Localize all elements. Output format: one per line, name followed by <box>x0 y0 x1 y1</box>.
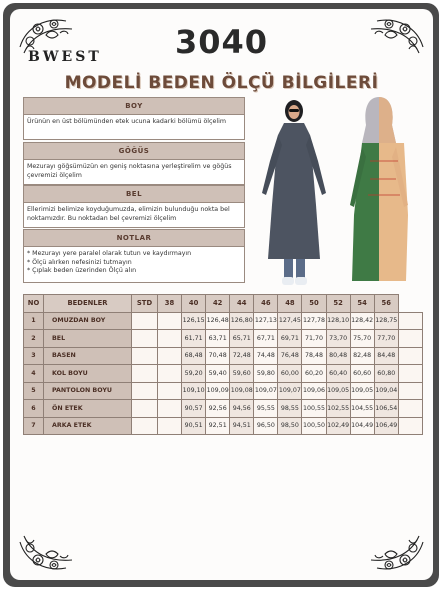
size-value-cell: 70,48 <box>206 347 230 365</box>
std-cell <box>132 382 158 400</box>
size-value-cell: 78,48 <box>302 347 326 365</box>
size-value-cell <box>158 347 182 365</box>
row-number: 2 <box>24 330 44 348</box>
measurement-label: BEL <box>44 330 132 348</box>
size-value-cell: 126,80 <box>230 312 254 330</box>
size-value-cell: 128,42 <box>350 312 374 330</box>
table-row <box>24 330 423 348</box>
size-value-cell: 109,07 <box>254 382 278 400</box>
section-notes <box>23 246 245 283</box>
size-value-cell: 127,45 <box>278 312 302 330</box>
size-value-cell <box>158 382 182 400</box>
measurement-label: BASEN <box>44 347 132 365</box>
size-value-cell <box>398 382 422 400</box>
row-number: 5 <box>24 382 44 400</box>
column-header: 54 <box>350 295 374 313</box>
floral-ornament-icon <box>16 512 80 576</box>
measurement-label: ARKA ETEK <box>44 417 132 435</box>
size-value-cell: 65,71 <box>230 330 254 348</box>
size-value-cell: 104,55 <box>350 400 374 418</box>
page-title: MODELİ BEDEN ÖLÇÜ BİLGİLERİ <box>64 73 379 93</box>
table-row <box>24 400 423 418</box>
size-value-cell: 92,56 <box>206 400 230 418</box>
section-text-boy: Ürünün en üst bölümünden etek ucuna kadarki bölümü ölçelim <box>23 114 245 140</box>
size-value-cell <box>158 365 182 383</box>
size-value-cell: 109,06 <box>302 382 326 400</box>
size-value-cell: 71,70 <box>302 330 326 348</box>
size-value-cell <box>398 417 422 435</box>
column-header: STD <box>132 295 158 313</box>
size-value-cell: 106,54 <box>374 400 398 418</box>
column-header: 42 <box>206 295 230 313</box>
brand-logo: BWEST <box>28 49 102 65</box>
size-value-cell: 128,75 <box>374 312 398 330</box>
size-value-cell: 127,78 <box>302 312 326 330</box>
section-header-bel: BEL <box>23 185 245 203</box>
size-value-cell: 59,40 <box>206 365 230 383</box>
size-value-cell: 76,48 <box>278 347 302 365</box>
size-value-cell: 90,51 <box>182 417 206 435</box>
size-value-cell: 127,13 <box>254 312 278 330</box>
size-value-cell <box>158 312 182 330</box>
measurement-label: OMUZDAN BOY <box>44 312 132 330</box>
section-text-bel: Ellerimizi belimize koyduğumuzda, elimizin bulunduğu nokta bel noktamızdır. Bu noktadan bel çevremizi ölçelim <box>23 202 245 228</box>
column-header: 50 <box>302 295 326 313</box>
size-value-cell: 82,48 <box>350 347 374 365</box>
size-value-cell: 59,60 <box>230 365 254 383</box>
row-number: 7 <box>24 417 44 435</box>
table-row <box>24 417 423 435</box>
note-line: * Ölçü alırken nefesinizi tutmayın <box>27 258 132 266</box>
size-value-cell: 80,48 <box>326 347 350 365</box>
size-value-cell: 68,48 <box>182 347 206 365</box>
size-chart-panel <box>10 9 433 580</box>
row-number: 4 <box>24 365 44 383</box>
size-value-cell: 69,71 <box>278 330 302 348</box>
size-value-cell: 98,55 <box>278 400 302 418</box>
size-value-cell: 90,57 <box>182 400 206 418</box>
table-row <box>24 382 423 400</box>
size-value-cell: 128,10 <box>326 312 350 330</box>
size-value-cell: 109,07 <box>278 382 302 400</box>
measurement-label: PANTOLON BOYU <box>44 382 132 400</box>
row-number: 6 <box>24 400 44 418</box>
size-value-cell: 109,10 <box>182 382 206 400</box>
row-number: 3 <box>24 347 44 365</box>
column-header: 46 <box>254 295 278 313</box>
size-value-cell: 59,20 <box>182 365 206 383</box>
table-row <box>24 347 423 365</box>
column-header: 48 <box>278 295 302 313</box>
note-line: * Çıplak beden üzerinden Ölçü alın <box>27 267 137 274</box>
size-value-cell: 67,71 <box>254 330 278 348</box>
size-value-cell: 96,50 <box>254 417 278 435</box>
std-cell <box>132 330 158 348</box>
size-value-cell <box>398 365 422 383</box>
note-line: * Mezurayı yere paralel olarak tutun ve kaydırmayın <box>27 250 192 257</box>
size-value-cell: 84,48 <box>374 347 398 365</box>
size-value-cell: 126,48 <box>206 312 230 330</box>
size-value-cell <box>158 330 182 348</box>
size-value-cell: 60,00 <box>278 365 302 383</box>
size-value-cell: 59,80 <box>254 365 278 383</box>
column-header: 38 <box>158 295 182 313</box>
size-value-cell: 109,05 <box>350 382 374 400</box>
std-cell <box>132 312 158 330</box>
size-value-cell: 73,70 <box>326 330 350 348</box>
size-value-cell: 63,71 <box>206 330 230 348</box>
std-cell <box>132 400 158 418</box>
column-header: 56 <box>374 295 398 313</box>
size-value-cell: 100,55 <box>302 400 326 418</box>
std-cell <box>132 365 158 383</box>
column-header: NO <box>24 295 44 313</box>
size-value-cell <box>398 347 422 365</box>
section-header-boy: BOY <box>23 97 245 115</box>
model-photo <box>254 95 334 291</box>
column-header: 44 <box>230 295 254 313</box>
size-value-cell: 95,55 <box>254 400 278 418</box>
size-value-cell: 60,80 <box>374 365 398 383</box>
size-value-cell: 61,71 <box>182 330 206 348</box>
table-row <box>24 312 423 330</box>
size-value-cell: 109,09 <box>206 382 230 400</box>
size-value-cell: 104,49 <box>350 417 374 435</box>
size-value-cell: 60,60 <box>350 365 374 383</box>
column-header: 40 <box>182 295 206 313</box>
table-row <box>24 365 423 383</box>
size-value-cell: 92,51 <box>206 417 230 435</box>
table-header-row <box>24 295 423 313</box>
section-header-gogus: GÖĞÜS <box>23 142 245 160</box>
std-cell <box>132 417 158 435</box>
size-value-cell <box>158 400 182 418</box>
section-header-notlar: NOTLAR <box>23 229 245 247</box>
row-number: 1 <box>24 312 44 330</box>
size-value-cell: 102,55 <box>326 400 350 418</box>
section-text-gogus: Mezurayı göğsümüzün en geniş noktasına yerleştirelim ve göğüs çevremizi ölçelim <box>23 159 245 185</box>
measurement-label: ÖN ETEK <box>44 400 132 418</box>
size-value-cell <box>398 312 422 330</box>
size-table <box>23 294 423 435</box>
size-value-cell: 72,48 <box>230 347 254 365</box>
size-value-cell: 74,48 <box>254 347 278 365</box>
measurement-label: KOL BOYU <box>44 365 132 383</box>
column-header: BEDENLER <box>44 295 132 313</box>
size-value-cell: 109,08 <box>230 382 254 400</box>
size-value-cell <box>398 330 422 348</box>
size-value-cell: 60,40 <box>326 365 350 383</box>
size-value-cell: 126,15 <box>182 312 206 330</box>
column-header: 52 <box>326 295 350 313</box>
size-value-cell: 94,56 <box>230 400 254 418</box>
size-value-cell: 109,04 <box>374 382 398 400</box>
size-value-cell: 109,05 <box>326 382 350 400</box>
size-value-cell: 102,49 <box>326 417 350 435</box>
size-value-cell: 75,70 <box>350 330 374 348</box>
measurement-illustration <box>340 95 418 291</box>
size-value-cell: 106,49 <box>374 417 398 435</box>
size-value-cell <box>158 417 182 435</box>
floral-ornament-icon <box>363 512 427 576</box>
std-cell <box>132 347 158 365</box>
size-value-cell <box>398 400 422 418</box>
size-value-cell: 77,70 <box>374 330 398 348</box>
size-value-cell: 100,50 <box>302 417 326 435</box>
model-number: 3040 <box>174 23 269 61</box>
size-value-cell: 60,20 <box>302 365 326 383</box>
size-value-cell: 98,50 <box>278 417 302 435</box>
size-value-cell: 94,51 <box>230 417 254 435</box>
